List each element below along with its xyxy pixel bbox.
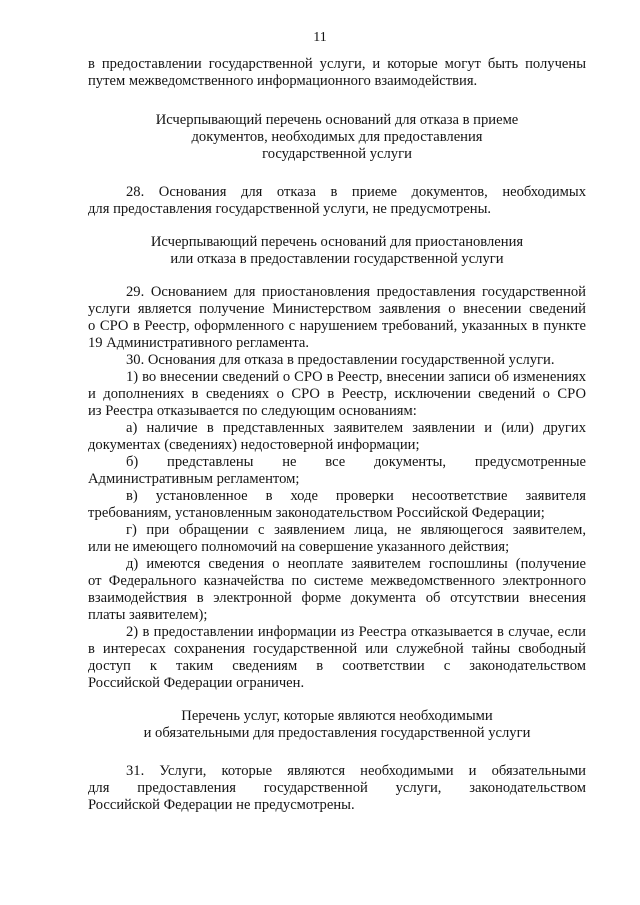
heading-line: Исчерпывающий перечень оснований для приостановления <box>150 234 524 250</box>
paragraph-30-item-v <box>88 488 586 522</box>
text-line: документах (сведениях) недостоверной информации; <box>88 437 420 453</box>
heading-line: государственной услуги <box>262 146 412 162</box>
text-line: Административным регламентом; <box>88 471 300 487</box>
text-line: или не имеющего полномочий на совершение указанного действия; <box>88 539 510 555</box>
text-line: Российской Федерации не предусмотрены. <box>88 797 355 813</box>
text-line: 30. Основания для отказа в предоставлении государственной услуги. <box>126 352 555 368</box>
text-line: а) наличие в представленных заявителем заявлении и (или) других <box>126 420 586 436</box>
text-line: доступ к таким сведениям в соответствии с законодательством <box>88 658 586 674</box>
text-line: и дополнениях в сведениях о СРО в Реестр, исключении сведений о СРО <box>88 386 586 402</box>
text-line: путем межведомственного информационного взаимодействия. <box>88 73 478 89</box>
text-line: б) представлены не все документы, предусмотренные <box>126 454 586 470</box>
intro-paragraph <box>88 56 586 90</box>
text-line: 19 Административного регламента. <box>88 335 310 351</box>
section-heading-necessary-services <box>88 708 586 742</box>
heading-line: и обязательными для предоставления государственной услуги <box>143 725 531 741</box>
text-line: услуги является получение Министерством заявления о внесении сведений <box>88 301 586 317</box>
page-number: 11 <box>313 30 327 45</box>
text-line: 31. Услуги, которые являются необходимыми и обязательными <box>126 763 586 779</box>
text-line: в) установленное в ходе проверки несоответствие заявителя <box>126 488 586 504</box>
text-line: 28. Основания для отказа в приеме документов, необходимых <box>126 184 586 200</box>
paragraph-30-item-b <box>88 454 586 488</box>
text-line: Российской Федерации ограничен. <box>88 675 305 691</box>
text-line: из Реестра отказывается по следующим основаниям: <box>88 403 417 419</box>
paragraph-30-item-d <box>88 556 586 624</box>
heading-line: Исчерпывающий перечень оснований для отказа в приеме <box>155 112 519 128</box>
text-line: о СРО в Реестр, оформленного с нарушением требований, указанных в пункте <box>88 318 586 334</box>
heading-line: Перечень услуг, которые являются необходимыми <box>181 708 493 724</box>
section-heading-suspension <box>88 234 586 268</box>
text-line: для предоставления государственной услуги, законодательством <box>88 780 586 796</box>
text-line: в интересах сохранения государственной или служебной тайны свободный <box>88 641 586 657</box>
paragraph-30 <box>88 352 586 369</box>
paragraph-31 <box>88 763 586 814</box>
text-line: от Федерального казначейства по системе межведомственного электронного <box>88 573 586 589</box>
heading-line: или отказа в предоставлении государственной услуги <box>170 251 504 267</box>
text-line: для предоставления государственной услуги, не предусмотрены. <box>88 201 492 217</box>
paragraph-28 <box>88 184 586 218</box>
paragraph-29 <box>88 284 586 352</box>
paragraph-30-item-1 <box>88 369 586 420</box>
section-heading-refusal-acceptance <box>88 112 586 163</box>
document-body <box>88 56 586 814</box>
paragraph-30-item-g <box>88 522 586 556</box>
text-line: в предоставлении государственной услуги, и которые могут быть получены <box>88 56 586 72</box>
text-line: г) при обращении с заявлением лица, не являющегося заявителем, <box>126 522 586 538</box>
text-line: 1) во внесении сведений о СРО в Реестр, внесении записи об изменениях <box>126 369 586 385</box>
text-line: взаимодействия в электронной форме документа об отсутствии внесения <box>88 590 586 606</box>
paragraph-30-item-a <box>88 420 586 454</box>
text-line: д) имеются сведения о неоплате заявителем госпошлины (получение <box>126 556 586 572</box>
text-line: 29. Основанием для приостановления предоставления государственной <box>126 284 586 300</box>
text-line: платы заявителем); <box>88 607 208 623</box>
text-line: требованиям, установленным законодательством Российской Федерации; <box>88 505 545 521</box>
heading-line: документов, необходимых для предоставления <box>191 129 483 145</box>
text-line: 2) в предоставлении информации из Реестра отказывается в случае, если <box>126 624 586 640</box>
paragraph-30-item-2 <box>88 624 586 692</box>
